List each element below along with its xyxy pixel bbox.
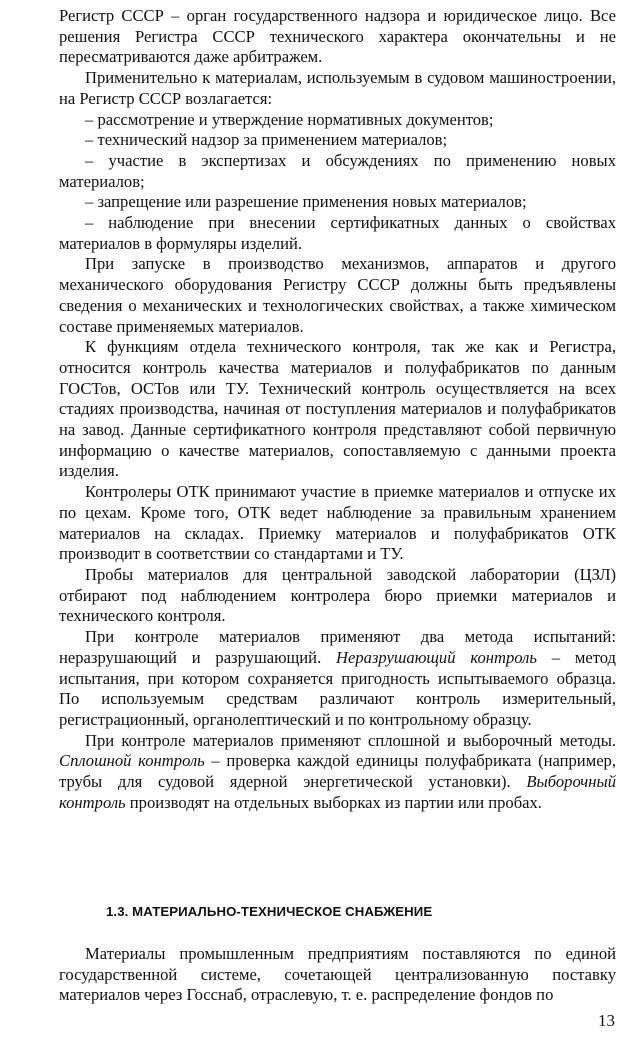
text-run: При контроле материалов применяют сплошной и выборочный методы. [85, 730, 616, 750]
text-run: При контроле материалов применяют два метода испытаний: неразрушающий и разрушающий. [59, 627, 616, 667]
italic-term: Выборочный контроль [59, 772, 616, 812]
paragraph: Пробы материалов для центральной заводской лаборатории (ЦЗЛ) отбирают под наблюдением контролера бюро приемки материалов и технического контроля. [59, 564, 616, 626]
paragraph: Регистр СССР – орган государственного надзора и юридическое лицо. Все решения Регистра СССР технического характера окончательны и не пересматриваются даже арбитражем. [59, 6, 616, 67]
paragraph: Контролеры ОТК принимают участие в приемке материалов и отпуске их по цехам. Кроме того, ОТК ведет наблюдение за правильным хранением материалов на складах. Приемку материалов и полуфабрикатов ОТК производит в соответствии со стандартами и ТУ. [59, 482, 616, 564]
paragraph-control-methods [59, 731, 616, 814]
text-run: – метод испытания, при котором сохраняется пригодность испытываемого образца. По используемым средствам различают контроль измерительный, регистрационный, органолептический и по контрольному образцу. [59, 647, 616, 729]
page-number: 13 [598, 1011, 615, 1030]
text-run: – проверка каждой единицы полуфабриката (например, трубы для судовой ядерной энергетической установки). [59, 751, 616, 792]
paragraph: Материалы промышленным предприятиям поставляются по единой государственной системе, сочетающей централизованную поставку материалов через Госснаб, отраслевую, т. е. распределение фондов по [59, 944, 616, 1005]
list-item: – запрещение или разрешение применения новых материалов; [85, 192, 527, 212]
section-heading: 1.3. МАТЕРИАЛЬНО-ТЕХНИЧЕСКОЕ СНАБЖЕНИЕ [106, 904, 433, 919]
text-run: производят на отдельных выборках из партии или пробах. [125, 792, 542, 812]
italic-term: Неразрушающий контроль [336, 647, 537, 667]
paragraph: При запуске в производство механизмов, аппаратов и другого механического оборудования Регистру СССР должны быть предъявлены сведения о механических и технологических свойствах, а также химическом составе применяемых материалов. [59, 254, 616, 336]
paragraph-testing-methods [59, 627, 616, 731]
section-body [59, 944, 616, 1006]
list-item: – участие в экспертизах и обсуждениях по применению новых материалов; [59, 150, 616, 191]
body-text [59, 6, 616, 813]
list-item: – наблюдение при внесении сертификатных данных о свойствах материалов в формуляры изделий. [59, 213, 616, 253]
list-item: – технический надзор за применением материалов; [85, 130, 448, 150]
paragraph: Применительно к материалам, используемым в судовом машиностроении, на Регистр СССР возлагается: [59, 68, 616, 108]
italic-term: Сплошной контроль [59, 751, 205, 771]
list-item: – рассмотрение и утверждение нормативных документов; [85, 109, 494, 129]
paragraph: К функциям отдела технического контроля, так же как и Регистра, относится контроль качества материалов и полуфабрикатов по данным ГОСТов, ОСТов или ТУ. Технический контроль осуществляется на всех стадиях производства, начиная от поступления материалов и полуфабрикатов на завод. Данные сертификатного контроля представляют собой первичную информацию о качестве материалов, сопоставляемую с данными проекта изделия. [59, 337, 616, 481]
